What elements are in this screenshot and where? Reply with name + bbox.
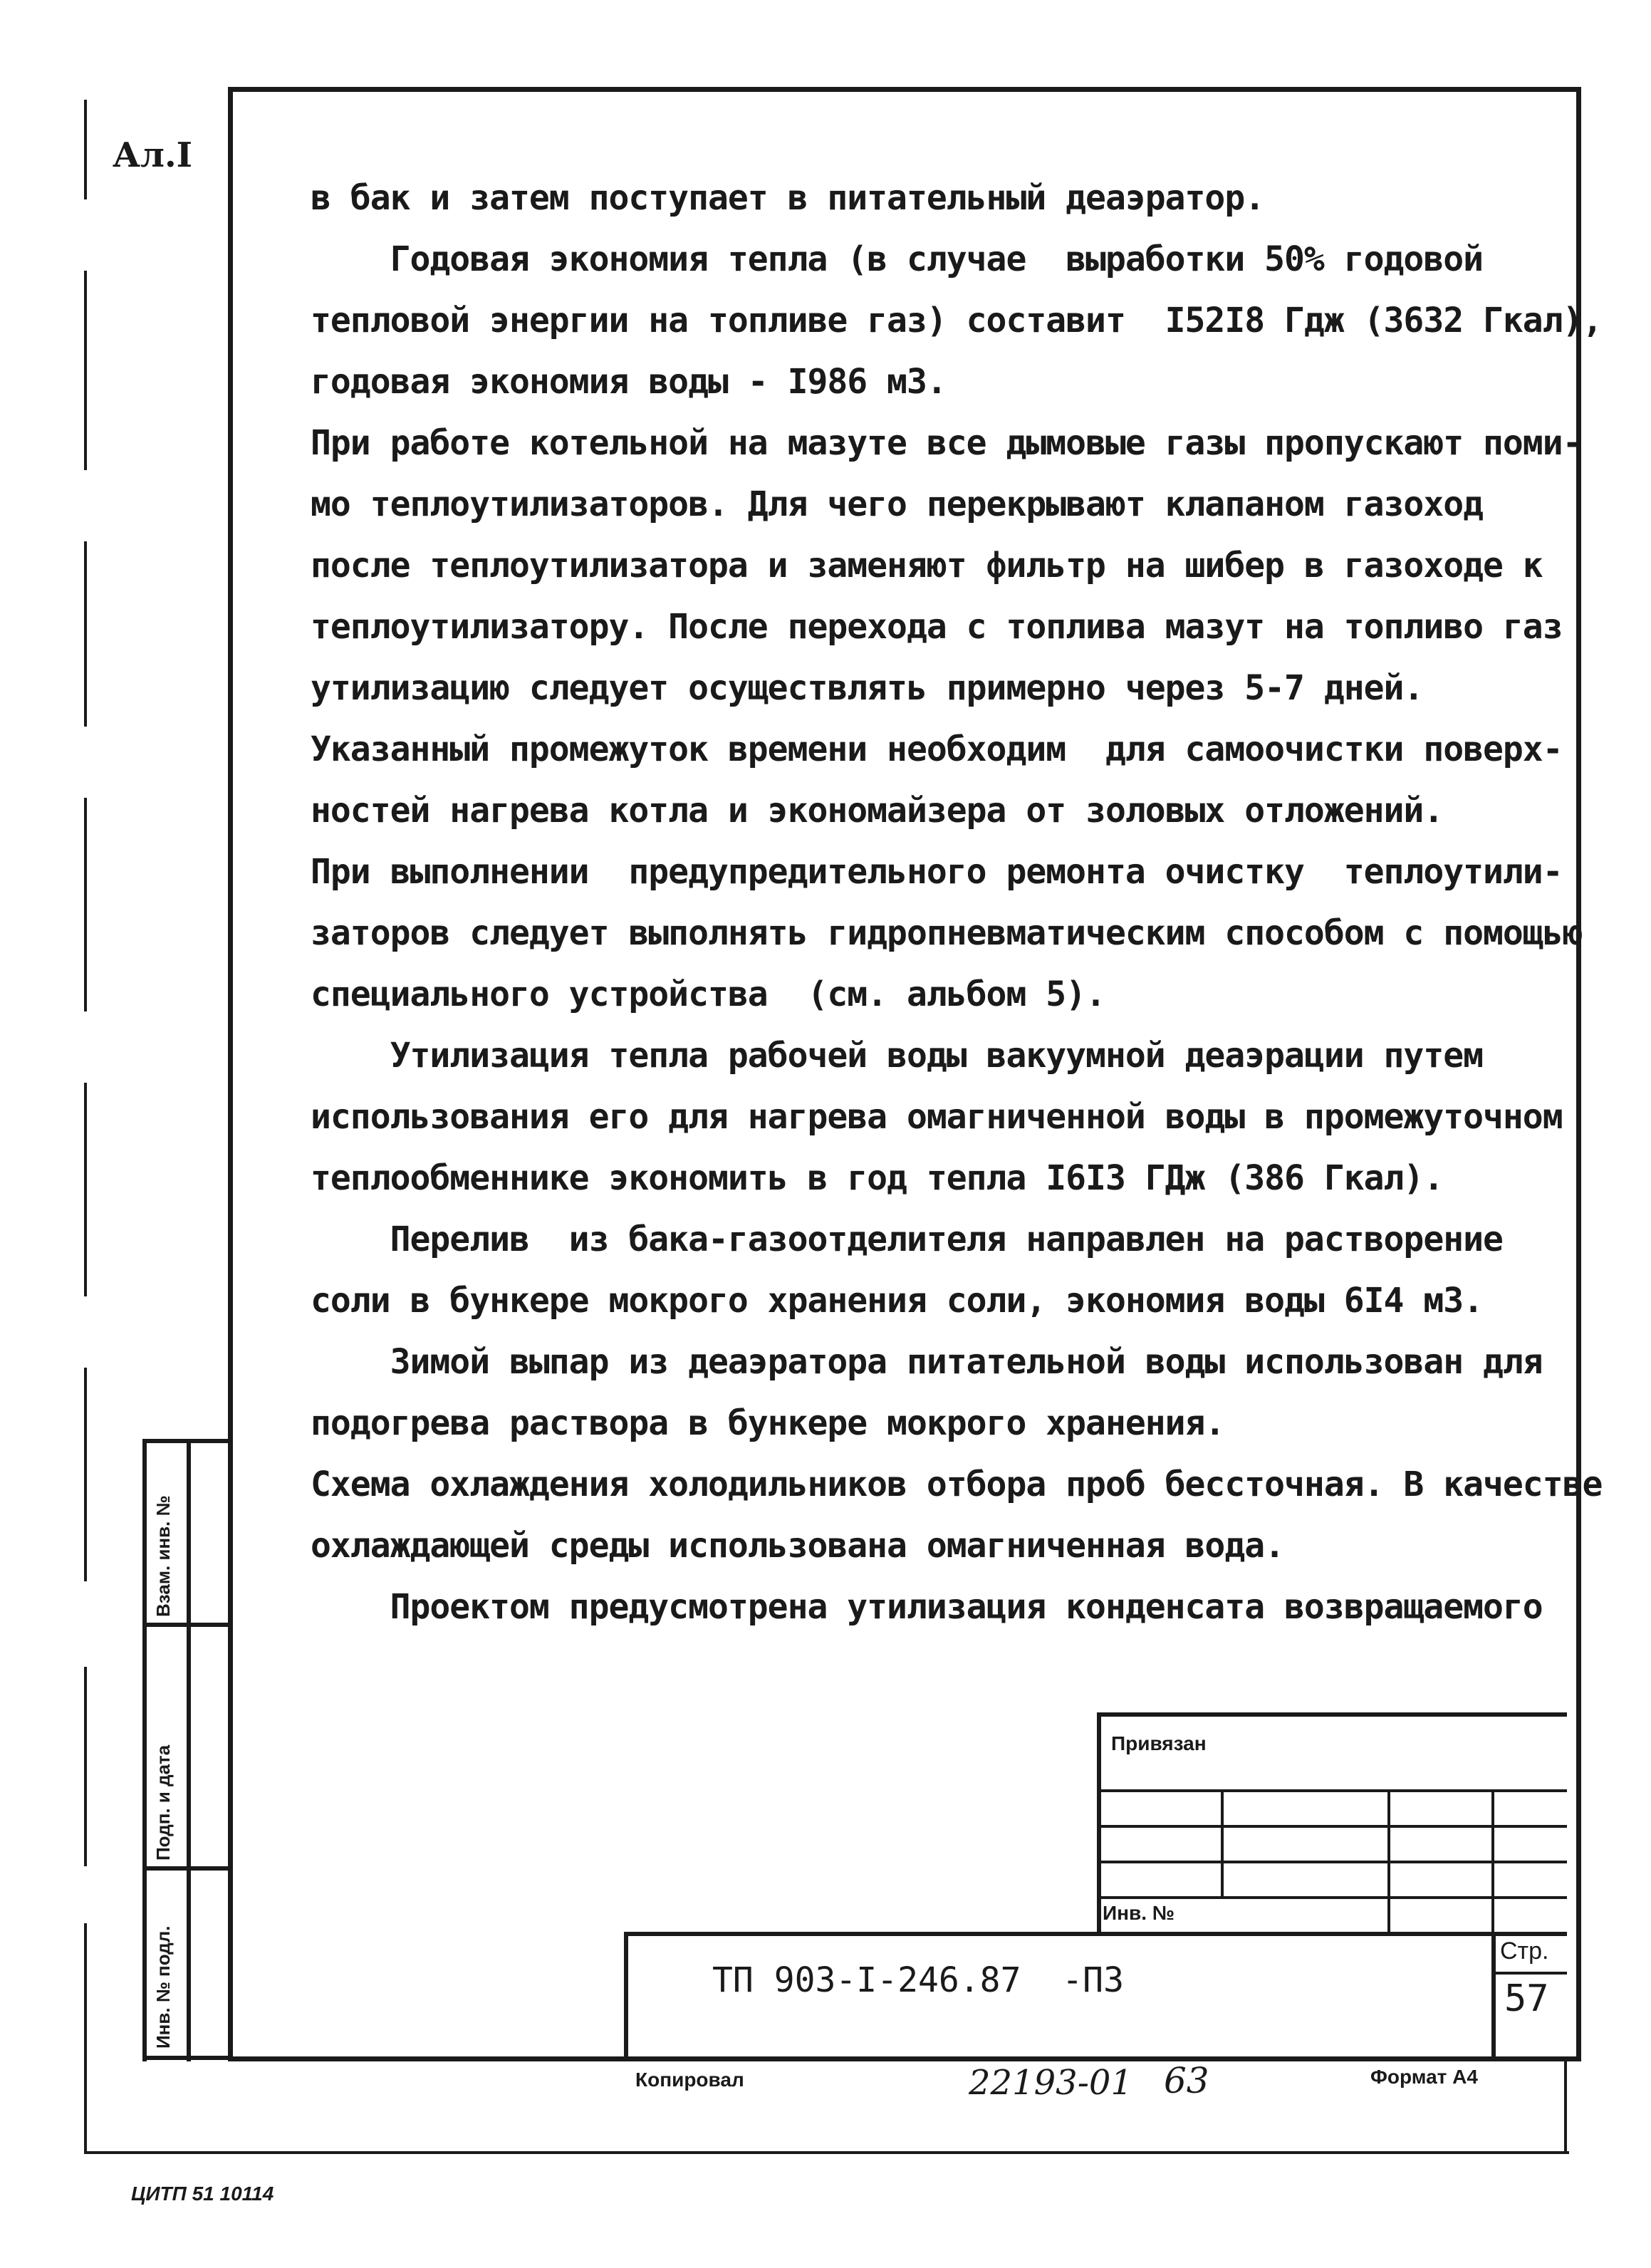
binding-box-line (1097, 1861, 1567, 1863)
format-label: Формат А4 (1370, 2066, 1478, 2088)
text-line: использования его для нагрева омагниченной воды в промежуточном (311, 1097, 1563, 1137)
text-line: Утилизация тепла рабочей воды вакуумной деаэрации путем (311, 1036, 1484, 1076)
text-line: Перелив из бака-газоотделителя направлен на растворение (311, 1219, 1503, 1259)
text-line: тепловой энергии на топливе газ) составит I52I8 Гдж (3632 Гкал), (311, 301, 1603, 340)
copy-number: 22193-01 (969, 2063, 1132, 2103)
text-line: Зимой выпар из деаэратора питательной воды использован для (311, 1342, 1543, 1382)
text-line: При выполнении предупредительного ремонта очистку теплоутили- (311, 852, 1563, 892)
text-line: Годовая экономия тепла (в случае выработки 50% годовой (311, 239, 1484, 279)
margin-line (84, 1368, 87, 1581)
binding-box-line (1387, 1789, 1390, 1936)
side-stamp-border (187, 1442, 191, 2061)
text-line: в бак и затем поступает в питательный деаэратор. (311, 178, 1265, 218)
inv-label: Инв. № (1103, 1902, 1175, 1924)
binding-box-line (1221, 1789, 1224, 1899)
text-line: годовая экономия воды - I986 м3. (311, 362, 947, 402)
inv-orig-label: Инв. № подл. (152, 1925, 174, 2049)
margin-line (84, 798, 87, 1011)
document-designation: ТП 903-I-246.87 -ПЗ (712, 1960, 1124, 2000)
margin-line (84, 1667, 87, 1866)
side-stamp-border (142, 1439, 232, 1443)
sheet-bottom-edge (84, 2151, 1569, 2154)
title-block-line (1491, 1932, 1496, 2061)
margin-line (84, 1923, 87, 2151)
binding-box-line (1097, 1712, 1101, 1936)
text-line: мо теплоутилизаторов. Для чего перекрывают клапаном газоход (311, 484, 1484, 524)
page-number: 57 (1504, 1977, 1549, 2020)
side-stamp-border (142, 1442, 147, 2061)
title-block-line (624, 1932, 628, 2061)
sign-date-label: Подп. и дата (152, 1744, 174, 1861)
text-line: заторов следует выполнять гидропневматическим способом с помощью (311, 913, 1583, 953)
title-block-line (1491, 1972, 1567, 1975)
text-line: теплоутилизатору. После перехода с топлива мазут на топливо газ (311, 607, 1563, 647)
text-line: Указанный промежуток времени необходим для самоочистки поверх- (311, 729, 1563, 769)
side-stamp-border (142, 1866, 232, 1871)
text-line: подогрева раствора в бункере мокрого хранения. (311, 1403, 1225, 1443)
text-line: Проектом предусмотрена утилизация конденсата возвращаемого (311, 1587, 1543, 1627)
copied-label: Копировал (635, 2069, 744, 2091)
text-line: после теплоутилизатора и заменяют фильтр на шибер в газоходе к (311, 546, 1543, 586)
text-line: Схема охлаждения холодильников отбора проб бессточная. В качестве (311, 1465, 1603, 1504)
copy-suffix: 63 (1164, 2060, 1209, 2101)
text-line: ностей нагрева котла и экономайзера от золовых отложений. (311, 791, 1444, 831)
text-line: утилизацию следует осуществлять примерно через 5-7 дней. (311, 668, 1424, 708)
title-block-line (624, 1932, 1567, 1936)
binding-box-line (1097, 1789, 1567, 1792)
text-line: При работе котельной на мазуте все дымовые газы пропускают поми- (311, 423, 1583, 463)
text-line: специального устройства (см. альбом 5). (311, 974, 1105, 1014)
text-line: соли в бункере мокрого хранения соли, экономия воды 6I4 м3. (311, 1281, 1484, 1321)
binding-box-line (1097, 1825, 1567, 1828)
margin-line (84, 271, 87, 470)
print-code: ЦИТП 51 10114 (131, 2183, 274, 2205)
sheet-right-edge (1564, 2061, 1567, 2153)
binding-box-line (1491, 1789, 1494, 1936)
binding-box-line (1097, 1896, 1567, 1899)
margin-line (84, 1083, 87, 1296)
margin-line (84, 541, 87, 727)
text-line: теплообменнике экономить в год тепла I6I3 ГДж (386 Гкал). (311, 1158, 1444, 1198)
margin-line (84, 100, 87, 199)
replaced-inv-label: Взам. инв. № (152, 1495, 174, 1617)
binding-box-line (1097, 1712, 1567, 1717)
text-line: охлаждающей среды использована омагниченная вода. (311, 1526, 1285, 1566)
side-stamp-border (142, 1623, 232, 1627)
side-stamp-border (142, 2056, 232, 2060)
sheet-marker: Ал.I (113, 135, 193, 175)
page-label: Стр. (1500, 1937, 1549, 1965)
bound-label: Привязан (1111, 1732, 1207, 1754)
